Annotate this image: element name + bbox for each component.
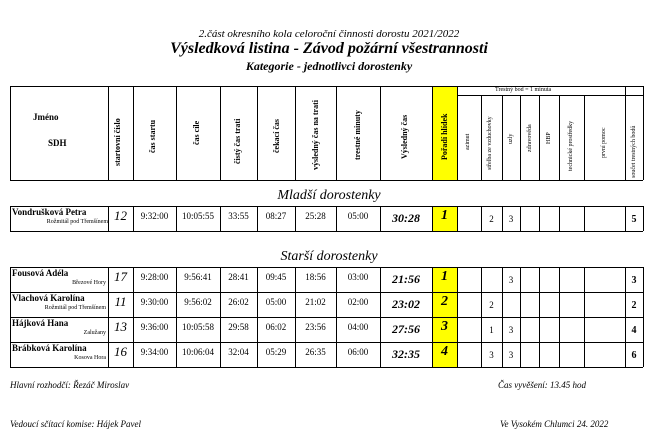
penalty-minutes: 03:00 xyxy=(347,272,369,282)
penalty-value: 3 xyxy=(489,350,494,360)
finish-time: 10:05:58 xyxy=(181,322,214,332)
wait-time: 05:29 xyxy=(265,347,287,357)
penalty-header: Trestný bod = 1 minuta xyxy=(495,87,552,93)
finish-time: 10:05:55 xyxy=(181,211,214,221)
competitor-name: Fousová Adéla xyxy=(12,268,69,278)
competitor-name: Brábková Karolína xyxy=(12,343,87,353)
col-header-cas-startu: čas startu xyxy=(148,119,157,153)
col-line xyxy=(10,267,11,367)
header-col-line xyxy=(520,95,521,180)
col-header-poradi: Pořadí hlídek xyxy=(440,113,449,160)
col-header-jmeno: Jméno xyxy=(33,112,59,122)
start-time: 9:32:00 xyxy=(140,211,169,221)
col-line xyxy=(539,206,540,231)
col-line xyxy=(559,206,560,231)
penalty-sum: 5 xyxy=(631,214,637,225)
header-col-line xyxy=(380,86,381,180)
header-col-line xyxy=(108,86,109,180)
footer-time: Čas vyvěšení: 13.45 hod xyxy=(498,380,586,390)
col-line xyxy=(539,267,540,367)
header-col-line xyxy=(625,86,626,180)
pen-col-hbp: HBP xyxy=(546,132,552,144)
wait-time: 05:00 xyxy=(265,297,287,307)
subtitle: 2.část okresního kola celoroční činnosti dorostu 2021/2022 xyxy=(198,28,460,40)
penalty-minutes: 04:00 xyxy=(347,322,369,332)
start-time: 9:34:00 xyxy=(140,347,169,357)
wait-time: 06:02 xyxy=(265,322,287,332)
header-col-line xyxy=(10,86,11,180)
penalty-value: 3 xyxy=(508,350,514,360)
result-time: 27:56 xyxy=(392,322,420,336)
track-time: 26:35 xyxy=(305,347,326,357)
footer-counter: Vedoucí sčítací komise: Hájek Pavel xyxy=(10,419,141,429)
start-time: 9:36:00 xyxy=(140,322,169,332)
clean-time: 26:02 xyxy=(228,297,249,307)
start-time: 9:30:00 xyxy=(140,297,169,307)
penalty-value: 2 xyxy=(489,214,494,224)
penalty-value: 1 xyxy=(489,325,494,335)
category-title: Kategorie - jednotlivci dorostenky xyxy=(245,59,413,73)
page-title: Výsledková listina - Závod požární všestrannosti xyxy=(170,40,488,57)
col-line xyxy=(559,267,560,367)
header-col-line xyxy=(584,95,585,180)
footer-place: Ve Vysokém Chlumci 24. 2022 xyxy=(500,419,609,429)
pen-col-zdravoveda: zdravověda xyxy=(527,124,533,152)
row-line xyxy=(10,342,643,343)
rank: 2 xyxy=(441,294,448,309)
finish-time: 9:56:02 xyxy=(184,297,212,307)
penalty-sum: 3 xyxy=(631,275,637,286)
finish-time: 10:06:04 xyxy=(181,347,214,357)
col-header-vysledny-cas: Výsledný čas xyxy=(400,114,409,159)
col-line xyxy=(520,267,521,367)
penalty-value: 3 xyxy=(508,275,514,285)
section-mladsi: Mladší dorostenky xyxy=(277,188,381,203)
penalty-sum: 4 xyxy=(631,325,637,336)
row-line xyxy=(10,267,643,268)
pen-col-azimut: azimut xyxy=(465,133,471,150)
col-line xyxy=(520,206,521,231)
penalty-sum: 2 xyxy=(631,300,637,311)
penalty-minutes: 06:00 xyxy=(347,347,369,357)
competitor-club: Kosova Hora xyxy=(74,355,106,361)
header-col-line xyxy=(559,95,560,180)
col-line xyxy=(643,267,644,367)
wait-time: 09:45 xyxy=(265,272,287,282)
header-col-line xyxy=(502,95,503,180)
result-time: 21:56 xyxy=(392,272,420,286)
header-col-line xyxy=(176,86,177,180)
row-line xyxy=(10,231,643,232)
pen-col-prvni-pomoc: první pomoc xyxy=(601,127,607,158)
penalty-value: 2 xyxy=(489,300,494,310)
clean-time: 29:58 xyxy=(228,322,249,332)
col-line xyxy=(584,267,585,367)
start-number: 12 xyxy=(114,208,127,223)
penalty-value: 3 xyxy=(508,325,514,335)
col-header-vysledny-cas-trati: výsledný čas na trati xyxy=(311,100,320,170)
col-line xyxy=(457,206,458,231)
rank: 3 xyxy=(441,319,448,334)
pen-col-soucet: součet trestných bodů xyxy=(631,125,637,178)
start-number: 13 xyxy=(114,319,127,334)
header-col-line xyxy=(295,86,296,180)
col-header-cekaci-cas: čekací čas xyxy=(272,119,281,153)
rank: 1 xyxy=(441,208,448,223)
competitor-name: Vondrušková Petra xyxy=(12,207,87,217)
header-col-line xyxy=(257,86,258,180)
pen-col-uzly: uzly xyxy=(508,133,514,144)
rank: 4 xyxy=(441,344,448,359)
result-time: 32:35 xyxy=(392,347,420,361)
result-time: 30:28 xyxy=(392,211,420,225)
result-time: 23:02 xyxy=(392,297,420,311)
header-col-line xyxy=(220,86,221,180)
col-header-sdh: SDH xyxy=(48,138,67,148)
row-line xyxy=(10,367,643,368)
row-line xyxy=(10,317,643,318)
col-line xyxy=(10,206,11,231)
row-line xyxy=(10,292,643,293)
header-col-line xyxy=(336,86,337,180)
pen-col-technicke: technické prostředky xyxy=(568,120,574,171)
start-time: 9:28:00 xyxy=(140,272,169,282)
start-number: 17 xyxy=(114,269,127,284)
competitor-name: Hájková Hana xyxy=(12,318,69,328)
competitor-club: Březové Hory xyxy=(72,280,106,286)
header-col-line xyxy=(539,95,540,180)
header-col-line xyxy=(133,86,134,180)
col-line xyxy=(457,267,458,367)
rank: 1 xyxy=(441,269,448,284)
start-number: 11 xyxy=(114,294,127,309)
competitor-club: Rožmitál pod Třemšínem xyxy=(46,219,108,225)
col-header-trestne-minuty: trestné minuty xyxy=(353,110,362,160)
col-line xyxy=(643,206,644,231)
clean-time: 28:41 xyxy=(228,272,249,282)
col-line xyxy=(584,206,585,231)
clean-time: 32:04 xyxy=(228,347,249,357)
pen-col-strelba: střelba ze vzduchovky xyxy=(487,116,493,170)
penalty-minutes: 05:00 xyxy=(347,211,369,221)
penalty-sum: 6 xyxy=(631,350,637,361)
section-starsi: Starší dorostenky xyxy=(280,249,378,264)
start-number: 16 xyxy=(114,344,127,359)
wait-time: 08:27 xyxy=(265,211,287,221)
competitor-club: Rožmitál pod Třemšínem xyxy=(44,305,106,311)
track-time: 21:02 xyxy=(305,297,326,307)
header-col-line xyxy=(457,86,458,180)
col-header-cas-cile: čas cíle xyxy=(192,120,201,145)
track-time: 23:56 xyxy=(305,322,326,332)
penalty-value: 3 xyxy=(508,214,514,224)
competitor-club: Zalužany xyxy=(83,330,106,336)
col-header-cisty-cas: čistý čas trati xyxy=(233,118,242,164)
header-col-line xyxy=(643,86,644,180)
row-line xyxy=(10,206,643,207)
header-col-line xyxy=(432,86,433,180)
penalty-minutes: 02:00 xyxy=(347,297,369,307)
track-time: 25:28 xyxy=(305,211,326,221)
col-header-startovni-cislo: startovní číslo xyxy=(113,118,122,166)
footer-judge: Hlavní rozhodčí: Řezáč Miroslav xyxy=(10,380,130,390)
header-bottom-line xyxy=(10,180,643,181)
track-time: 18:56 xyxy=(305,272,326,282)
penalty-header-line xyxy=(457,95,643,96)
competitor-name: Vlachová Karolína xyxy=(12,293,85,303)
finish-time: 9:56:41 xyxy=(184,272,212,282)
clean-time: 33:55 xyxy=(228,211,249,221)
header-col-line xyxy=(481,95,482,180)
